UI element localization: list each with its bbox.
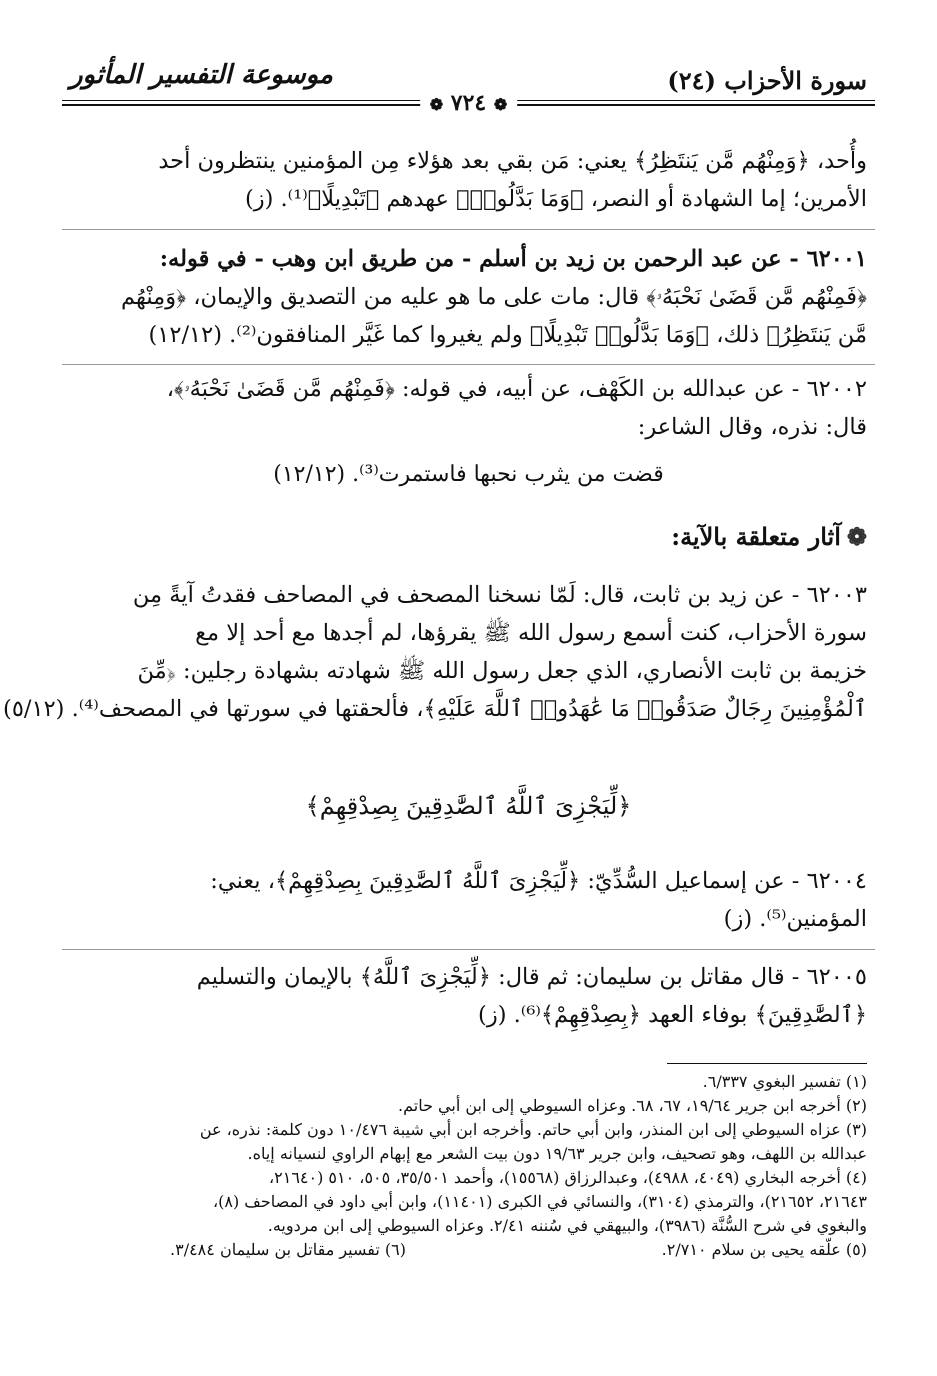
footnote-3-cont: عبدالله بن اللهف، وهو تصحيف، وابن جرير ١٩/٦٣ دون بيت الشعر مع إبهام الراوي لنسيانه إياه. — [247, 1144, 867, 1163]
text-line: الأمرين؛ إما الشهادة أو النصر، ﴿وَمَا بَدَّلُوا۟﴾ عهدهم ﴿تَبْدِيلًا﴾⁽¹⁾. (ز) — [244, 186, 867, 212]
text-line: قال: نذره، وقال الشاعر: — [637, 414, 867, 440]
text-line: مَّن يَنتَظِرُ﴾ ذلك، ﴿وَمَا بَدَّلُوا۟ تَبْدِيلًا﴾ ولم يغيروا كما غَيَّر المنافقون⁽²⁾. (١٢/١٢) — [148, 322, 867, 348]
text-line: ٦٢٠٠٢ - عن عبدالله بن الكَهْف، عن أبيه، في قوله: ﴿فَمِنْهُم مَّن قَضَىٰ نَحْبَهُۥ﴾، — [166, 376, 867, 402]
text-line: ٦٢٠٠٤ - عن إسماعيل السُّدِّيّ: ﴿لِّيَجْزِىَ ٱللَّهُ ٱلصَّٰدِقِينَ بِصِدْقِهِمْ﴾، يعني: — [210, 868, 867, 894]
text-line: ﴿فَمِنْهُم مَّن قَضَىٰ نَحْبَهُۥ﴾ قال: مات على ما هو عليه من التصديق والإيمان، ﴿وَمِنْهُم — [121, 284, 867, 310]
text-line: ٦٢٠٠٥ - قال مقاتل بن سليمان: ثم قال: ﴿لِّيَجْزِىَ ٱللَّهُ﴾ بالإيمان والتسليم — [196, 964, 867, 990]
separator — [62, 229, 875, 230]
page-number-box — [420, 90, 518, 116]
section-heading — [671, 522, 867, 551]
paragraph-block1 — [70, 142, 867, 218]
footnotes — [70, 1070, 867, 1262]
paragraph-62002 — [70, 370, 867, 446]
footnote-row-5-6 — [70, 1238, 867, 1262]
ornament-icon: ❁ — [429, 95, 444, 114]
footnote-5: (٥) علّقه يحيى بن سلام ٢/٧١٠. — [661, 1240, 867, 1259]
footnote-4: (٤) أخرجه البخاري (٤٠٤٩، ٤٩٨٨)، وعبدالرزاق (١٥٥٦٨)، وأحمد ٣٥/٥٠١، ٥٠٥، ٥١٠ (٢١٦٤٠، — [268, 1168, 867, 1187]
text-line: ٦٢٠٠١ - عن عبد الرحمن بن زيد بن أسلم - من طريق ابن وهب - في قوله: — [159, 246, 867, 272]
separator — [62, 364, 875, 365]
paragraph-62004 — [70, 862, 867, 938]
book-title: موسوعة التفسير المأثور — [70, 60, 333, 90]
flower-icon: ❁ — [846, 522, 867, 551]
footnote-3: (٣) عزاه السيوطي إلى ابن المنذر، وابن أبي حاتم. وأخرجه ابن أبي شيبة ١٠/٤٧٦ دون كلمة: نذره، عن — [199, 1120, 867, 1139]
text-line: ﴿ٱلصَّٰدِقِينَ﴾ بوفاء العهد ﴿بِصِدْقِهِمْ﴾⁽⁶⁾. (ز) — [478, 1002, 867, 1028]
page-number: ٧٢٤ — [450, 90, 487, 116]
footnote-4-cont: ٢١٦٤٣، ٢١٦٥٢)، والترمذي (٣١٠٤)، والنسائي في الكبرى (١١٤٠١)، وابن أبي داود في المصاحف (٨)، — [212, 1192, 867, 1211]
poem-verse: قضت من يثرب نحبها فاستمرت⁽³⁾. (١٢/١٢) — [273, 462, 664, 487]
ayah-heading: ﴿لِّيَجْزِىَ ٱللَّهُ ٱلصَّٰدِقِينَ بِصِدْقِهِمْ﴾ — [305, 792, 632, 820]
text-line: ٱلْمُؤْمِنِينَ رِجَالٌ صَدَقُوا۟ مَا عَٰهَدُوا۟ ٱللَّهَ عَلَيْهِ﴾، فألحقتها في سورتها في المصحف⁽⁴⁾. (٥/١٢) — [3, 696, 867, 722]
footnote-6: (٦) تفسير مقاتل بن سليمان ٣/٤٨٤. — [170, 1240, 406, 1259]
text-line: وأُحد، ﴿وَمِنْهُم مَّن يَنتَظِرُ﴾ يعني: مَن بقي بعد هؤلاء مِن المؤمنين ينتظرون أحد — [158, 148, 867, 174]
surah-title: سورة الأحزاب (٢٤) — [667, 66, 867, 95]
text-line: خزيمة بن ثابت الأنصاري، الذي جعل رسول الله ﷺ شهادته بشهادة رجلين: ﴿مِّنَ — [137, 658, 867, 684]
footnote-1: (١) تفسير البغوي ٦/٣٣٧. — [702, 1072, 867, 1091]
paragraph-62003 — [3, 576, 867, 728]
paragraph-62001 — [70, 240, 867, 354]
text-line: المؤمنين⁽⁵⁾. (ز) — [723, 906, 867, 932]
paragraph-62005 — [70, 958, 867, 1034]
separator — [62, 949, 875, 950]
ornament-icon: ❁ — [493, 95, 508, 114]
text-line: ٦٢٠٠٣ - عن زيد بن ثابت، قال: لَمّا نسخنا المصحف في المصاحف فقدتُ آيةً مِن — [132, 582, 867, 608]
footnote-rule — [667, 1063, 867, 1064]
footnote-2: (٢) أخرجه ابن جرير ١٩/٦٤، ٦٧، ٦٨. وعزاه السيوطي إلى ابن أبي حاتم. — [398, 1096, 867, 1115]
text-line: سورة الأحزاب، كنت أسمع رسول الله ﷺ يقرؤها، لم أجدها مع أحد إلا مع — [195, 620, 867, 646]
footnote-4-cont2: والبغوي في شرح السُّنَّة (٣٩٨٦)، والبيهقي في سُننه ٢/٤١. وعزاه السيوطي إلى ابن مردويه. — [267, 1216, 867, 1235]
section-heading-text: آثار متعلقة بالآية: — [671, 522, 841, 551]
